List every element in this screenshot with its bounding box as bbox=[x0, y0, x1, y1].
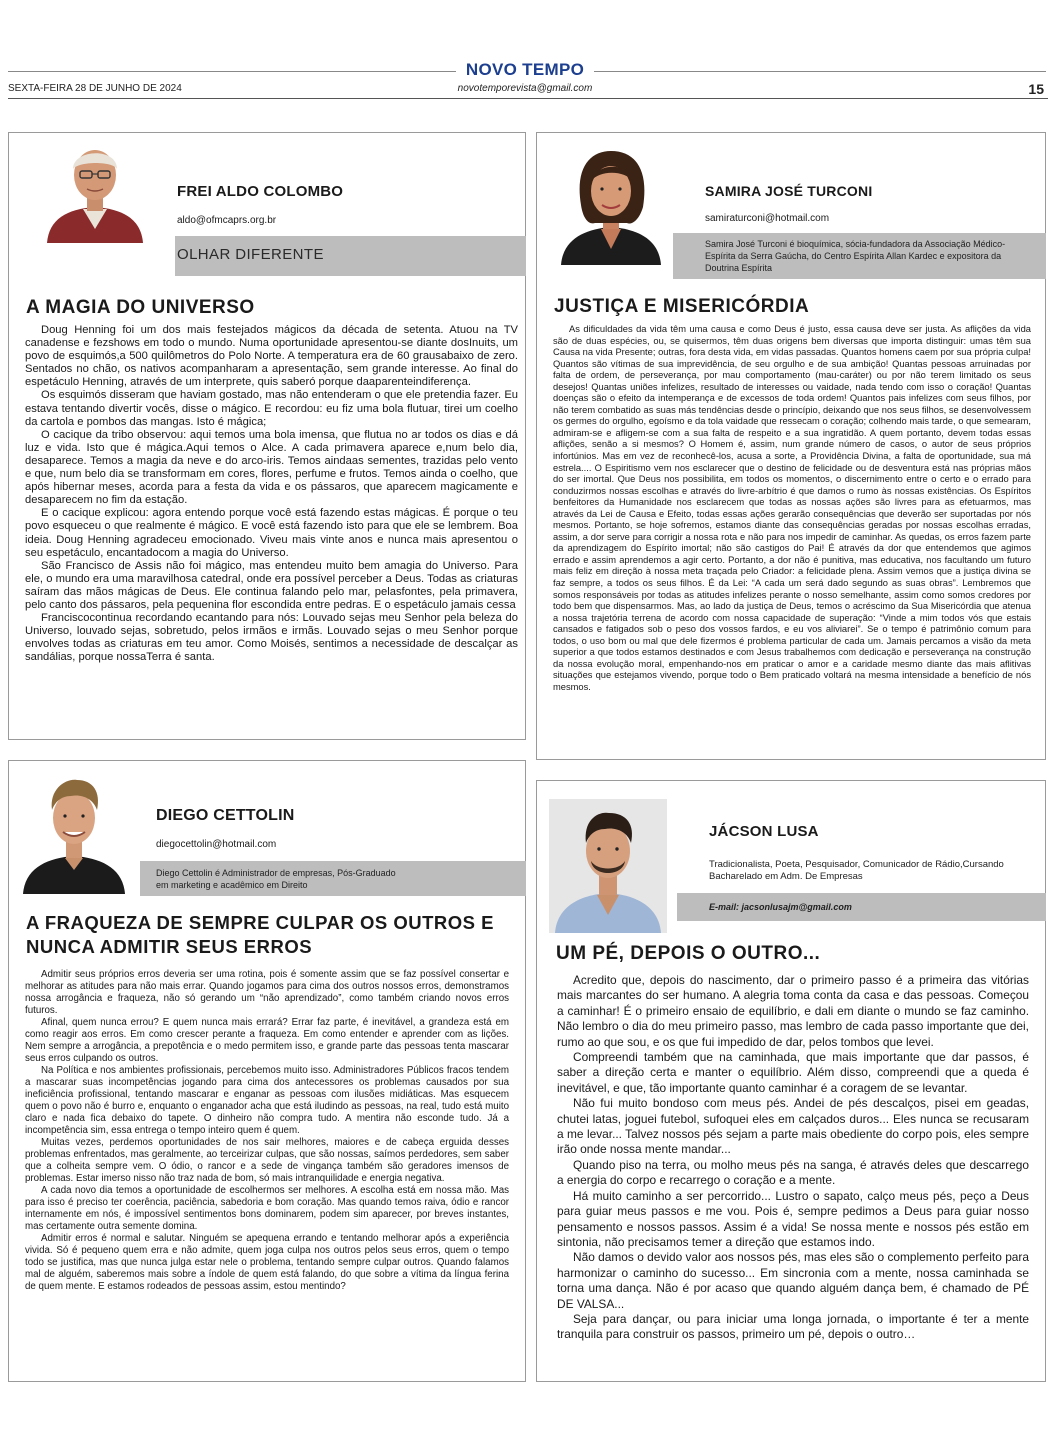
article-um-pe-depois-o-outro bbox=[536, 780, 1046, 1382]
paragraph: Acredito que, depois do nascimento, dar o primeiro passo é a primeira das vitórias mais marcantes do ser humano. A alegria toma conta da casa e das pessoas. Começou a caminhar! É o primeiro ensaio de equilíbrio, e dali em diante o mundo se faz caminho. Não lembro o dia do meu primeiro passo, mas lembro de cada passo importante que dei, rumo ao que sou, e os que fui impedido de dar, pelos tombos que levei. bbox=[557, 973, 1029, 1049]
paragraph: Compreendi também que na caminhada, que mais importante que dar passos, é saber a direção certa e manter o equilíbrio. Além disso, compreendi que a queda é inevitável, e que, tão importante quanto caminhar é a coragem de se levantar. bbox=[557, 1050, 1029, 1095]
author-photo-diego-cettolin bbox=[19, 766, 129, 894]
author-photo-aldo-colombo bbox=[39, 133, 151, 243]
author-email[interactable]: E-mail: jacsonlusajm@gmail.com bbox=[709, 902, 852, 912]
paragraph: Seja para dançar, ou para iniciar uma longa jornada, o importante é ter a mente tranquila para construir os passos, primeiro um pé, depois o outro… bbox=[557, 1311, 1029, 1342]
paragraph: As dificuldades da vida têm uma causa e como Deus é justo, essa causa deve ser justa. As aflições da vida são de duas espécies, ou, se quisermos, têm duas origens bem diversas que importa distinguir: umas têm sua Causa na vida Presente; outras, fora desta vida, em vidas passadas. Quantos homens caem por sua própria culpa! Quantos são vítimas de sua imprevidência, de seu orgulho e de sua ambição! Quantas pessoas arruinadas por falta de ordem, de perseverança, por mau comportamento (mau-caráter) ou por não terem limitado os seus desejos! Quantas uniões infelizes, resultado de interesses ou vaidade, nada tendo com isso o coração! Quantas doenças são o efeito da intemperança e de excessos de toda ordem! Quantos pais infelizes com seus filhos, por não terem combatido as suas más tendências desde o princípio, deixando que nos seus filhos, se desenvolvessem os germes do orgulho, egoísmo e da tola vaidade que ressecam o coração; colhendo mais tarde, o que semearam, admiram-se e afligem-se com a sua falta de respeito e a sua ingratidão. A quem portanto, devem todas essas aflições, senão a si mesmos? O Homem é, assim, num grande número de casos, o autor de seus próprios infortúnios. Mas em vez de reconhecê-los, acusa a sorte, a Providência Divina, a falta de oportunidade, sua má estrela.... O Espiritismo vem nos esclarecer que o destino de felicidade ou de desventura está nas próprias mãos do ser imortal. Que Deus nos possibilita, em todos os momentos, o discernimento entre o certo e o errado para conduzirmos nossas escolhas e através do livre-arbítrio é que damos o rumo às nossas existências. Os Espíritos benfeitores da Humanidade nos esclarecem que todas as nossas ações são livres para as efetuarmos, mas através da Lei de Causa e Efeito, todas essas ações gerarão consequências que deverão ser suportadas por nós mesmos. Portanto, se hoje sofremos, estamos diante das consequências geradas por nossas escolhas erradas, assim, a dor serve para corrigir a nossa rota e não para nos impedir de caminhar. As quedas, os erros fazem parte da aprendizagem do Espírito imortal; não são castigos do Pai! É através da dor que entendemos que agimos errado e assim aprendemos a agir certo. Portanto, a dor não é punitiva, mas educativa, nos facultando um futuro mais feliz em direção à nossa meta traçada pelo Criador: a felicidade plena. Assim vemos que a justiça divina se faz sempre, a todos os seus filhos. É da Lei: “A cada um será dado segundo as suas obras”. Lembremos que somos responsáveis por todas as atitudes infelizes perante o nosso semelhante, assim como somos credores por todo bem que dispensarmos. Mas, ao lado da justiça de Deus, temos o acréscimo da Sua Misericórdia que atenua a nossa trajetória terrena de acordo com nossa capacidade de superação: “Vinde a mim todos vós que estais cansados e fatigados sob o peso dos vossos fardos, e eu vos aliviarei”. Se o tempo é patrimônio comum para todos, o uso bom ou mal que dele fizermos é problema particular de cada um. Jamais percamos a visão da meta superior a que todos estamos destinados e com Jesus trabalhemos com dedicação e perseverança na construção da nossa evolução moral, empenhando-nos em praticar o amor e a caridade mesmo diante das mais aflitivas situações que estejamos vivendo, porque todo o Bem praticado voltará na mesma intensidade a benefício de nós mesmos. bbox=[553, 324, 1031, 692]
author-photo-samira-turconi bbox=[555, 145, 667, 265]
masthead-rule-left bbox=[8, 71, 456, 72]
author-name: SAMIRA JOSÉ TURCONI bbox=[705, 183, 873, 199]
author-bio: Samira José Turconi é bioquímica, sócia-fundadora da Associação Médico-Espírita da Serra Gaúcha, do Centro Espírita Allan Kardec e expositora da Doutrina Espírita bbox=[705, 239, 1006, 273]
paragraph: A cada novo dia temos a oportunidade de escolhermos ser melhores. A escolha está em nossa mão. Mas para isso é preciso ter coerência, paciência, sabedoria e bom coração. Mas quando temos raiva, ódio e rancor internamente em nós, é impossível sentimentos bons dominarem, podem sim aparecer, por breves instantes, mas certamente outra semente domina. bbox=[25, 1185, 509, 1232]
article-headline: A FRAQUEZA DE SEMPRE CULPAR OS OUTROS E NUNCA ADMITIR SEUS ERROS bbox=[26, 912, 494, 957]
article-justica-e-misericordia bbox=[536, 132, 1046, 760]
paragraph: Não fui muito bondoso com meus pés. Andei de pés descalços, pisei em geadas, chutei latas, joguei futebol, sufoquei eles em calçados duros... Eles nunca se recusaram a me levar... Talvez nossos pés sejam a parte mais obediente do corpo pois, eles sempre irão onde nossa mente mandar... bbox=[557, 1096, 1029, 1157]
paragraph: Afinal, quem nunca errou? E quem nunca mais errará? Errar faz parte, é inevitável, a grandeza está em como reagir aos erros. Em como crescer perante a fraqueza. Em como entender e aprender com as lições. Nem sempre a arrogância, a prepotência e o medo permitem isso, e grande parte das pessoas tenta mascarar seus erros culpando os outros. bbox=[25, 1017, 509, 1064]
column-name: OLHAR DIFERENTE bbox=[177, 246, 324, 263]
author-email[interactable]: diegocettolin@hotmail.com bbox=[156, 839, 277, 850]
article-body bbox=[25, 969, 509, 1293]
author-name: FREI ALDO COLOMBO bbox=[177, 183, 344, 200]
paragraph: Há muito caminho a ser percorrido... Lustro o sapato, calço meus pés, peço a Deus para guiar meus passos e me vou. Pois é, sempre pedimos a Deus para guiar nosso pensamento e nossos passos. Assim é a vida! Se nossa mente e nossos pés estão em sintonia, não precisamos temer a direção que estamos indo. bbox=[557, 1188, 1029, 1249]
masthead bbox=[0, 0, 1058, 110]
masthead-bottom-rule bbox=[8, 98, 1048, 99]
paragraph: Na Política e nos ambientes profissionais, percebemos muito isso. Administradores Públicos fracos tendem a mascarar suas incompetências jogando para cima dos antecessores os problemas causados por sua ineficiência profissional, tentando mascarar e enganar as pessoas com ilusões midiáticas. Mas esquecem quem o povo não é burro e, enquanto o enganador acha que está iludindo as pessoas, na real, tudo está muito claro e nada fica debaixo do tapete. O dinheiro não compra tudo. A mentira não esconde tudo. Já a incompetência sim, essa entrega o tempo inteiro quem é quem. bbox=[25, 1065, 509, 1136]
author-photo-jacson-lusa bbox=[549, 799, 667, 933]
author-name: DIEGO CETTOLIN bbox=[156, 807, 295, 824]
newspaper-title: NOVO TEMPO bbox=[465, 60, 585, 79]
article-body bbox=[25, 324, 518, 664]
paragraph: Admitir erros é normal e salutar. Ninguém se apequena errando e tentando melhorar após a experiência vivida. Só é pequeno quem erra e não admite, quem joga culpa nos outros pelos seus erros, quem o tempo todo se justifica, mas que nunca julga estar nele o problema, tentando sempre culpar outros. Quando falamos mal de alguém, saberemos mais sobre a índole de quem está falando, do que sobre a vítima da língua ferina de quem mente. E estamos rodeados de pessoas assim, estou mentindo? bbox=[25, 1233, 509, 1292]
paragraph: Franciscocontinua recordando ecantando para nós: Louvado sejas meu Senhor pela beleza do Universo, louvado sejas, sobretudo, pelos irmãos e irmãs. Louvado sejas o meu Senhor porque envolves todas as criaturas em teu amor. Como Moisés, sentimos a necessidade de descalçar as sandálias, porque nossaTerra é santa. bbox=[25, 612, 518, 664]
paragraph: Quando piso na terra, ou molho meus pés na sanga, é através deles que descarrego a energia do corpo e recarrego o coração e a mente. bbox=[557, 1157, 1029, 1188]
issue-date: SEXTA-FEIRA 28 DE JUNHO DE 2024 bbox=[8, 83, 182, 94]
paragraph: Os esquimós disseram que haviam gostado, mas não entenderam o que ele pretendia fazer. Eu estava tentando divertir vocês, disse o mágico. E recordou: eu fiz uma bola flutuar, tirei um coelho da cartola e pombos das mangas. Isto é mágica; bbox=[25, 389, 518, 428]
paragraph: E o cacique explicou: agora entendo porque você está fazendo estas mágicas. É porque o teu povo esqueceu o que realmente é mágico. E você está fazendo isto para que ele se lembrem. Boa ideia. Doug Henning agradeceu emocionado. Viveu mais vinte anos e nunca mais apresentou o seu espetáculo, encantadocom a magia do Universo. bbox=[25, 507, 518, 559]
author-email[interactable]: samiraturconi@hotmail.com bbox=[705, 213, 830, 224]
article-headline: JUSTIÇA E MISERICÓRDIA bbox=[554, 296, 810, 317]
author-bio: Tradicionalista, Poeta, Pesquisador, Comunicador de Rádio,Cursando Bacharelado em Adm. De Empresas bbox=[709, 859, 1004, 882]
paragraph: Muitas vezes, perdemos oportunidades de nos sair melhores, maiores e de cabeça erguida desses problemas enfrentados, mas geralmente, ao terceirizar culpas, que são nossas, saímos perdedores, sem saber que a colheita sempre vem. O ódio, o rancor e a sede de vingança também são geradores imensos de problemas. Estar imerso nisso não traz nada de bom, só mais intranquilidade e energia negativa. bbox=[25, 1137, 509, 1184]
author-name: JÁCSON LUSA bbox=[709, 823, 819, 840]
article-a-magia-do-universo bbox=[8, 132, 526, 740]
paragraph: O cacique da tribo observou: aqui temos uma bola imensa, que flutua no ar todos os dias e dá luz e vida. Isto que é mágica.Aqui temos o Alce. A cada primavera aparece e,num belo dia, desaparece. Temos a magia da neve e do arco-iris. Temos aindaas sementes, trazidas pelo vento e que, num belo dia se transformam em cores, flores, perfume e frutos. Temos ainda o coelho, que após hibernar meses, acorda para a festa da vida e os pássaros, que aparecem magicamente e desaparecem no fim da estação. bbox=[25, 428, 518, 507]
article-headline: A MAGIA DO UNIVERSO bbox=[26, 297, 255, 318]
article-a-fraqueza-de-sempre-culpar bbox=[8, 760, 526, 1382]
paragraph: São Francisco de Assis não foi mágico, mas entendeu muito bem amagia do Universo. Para ele, o mundo era uma maravilhosa catedral, onde era possível perceber a Deus. Todas as criaturas saíram das mãos mágicas de Deus. Ele continua falando pelo mar, pelasfontes, pela primavera, pelo canto dos pássaros, pela pequenina flor escondida entre pedras. E o espetáculo jamais cessa bbox=[25, 559, 518, 611]
paragraph: Doug Henning foi um dos mais festejados mágicos da década de setenta. Atuou na TV canadense e fezshows em todo o mundo. Numa oportunidade apresentou-se diante dosInuits, um povo de esquimós,a 500 quilômetros do Polo Norte. A temperatura era de 60 grausabaixo de zero. Sentados no chão, os nativos acompanharam a apresentação, sem grande interesse. Ao final do espetáculo Henning, através de um interprete, quis saberó porque daaparenteindiferença. bbox=[25, 324, 518, 389]
article-headline: UM PÉ, DEPOIS O OUTRO... bbox=[556, 943, 821, 964]
page-number: 15 bbox=[1028, 81, 1044, 97]
masthead-rule-right bbox=[594, 71, 1046, 72]
author-email[interactable]: aldo@ofmcaprs.org.br bbox=[177, 215, 277, 226]
article-body bbox=[557, 973, 1029, 1343]
newspaper-email[interactable]: novotemporevista@gmail.com bbox=[457, 83, 593, 94]
paragraph: Não damos o devido valor aos nossos pés, mas eles são o complemento perfeito para harmonizar o caminho do sucesso... Em sincronia com a mente, nossa caminhada se torna uma dança. Não é por acaso que quando alguém dança bem, é chamado de PÉ DE VALSA... bbox=[557, 1250, 1029, 1311]
paragraph: Admitir seus próprios erros deveria ser uma rotina, pois é somente assim que se faz possível consertar e melhorar as atitudes para não mais errar. Quando jogamos para cima dos outros nossos erros, demonstramos nossa arrogância e fraqueza, não só gerando um “não aprendizado”, como também criando novos erros futuros. bbox=[25, 969, 509, 1016]
author-bio: Diego Cettolin é Administrador de empresas, Pós-Graduado em marketing e acadêmico em Direito bbox=[156, 868, 396, 890]
article-body bbox=[553, 324, 1031, 694]
